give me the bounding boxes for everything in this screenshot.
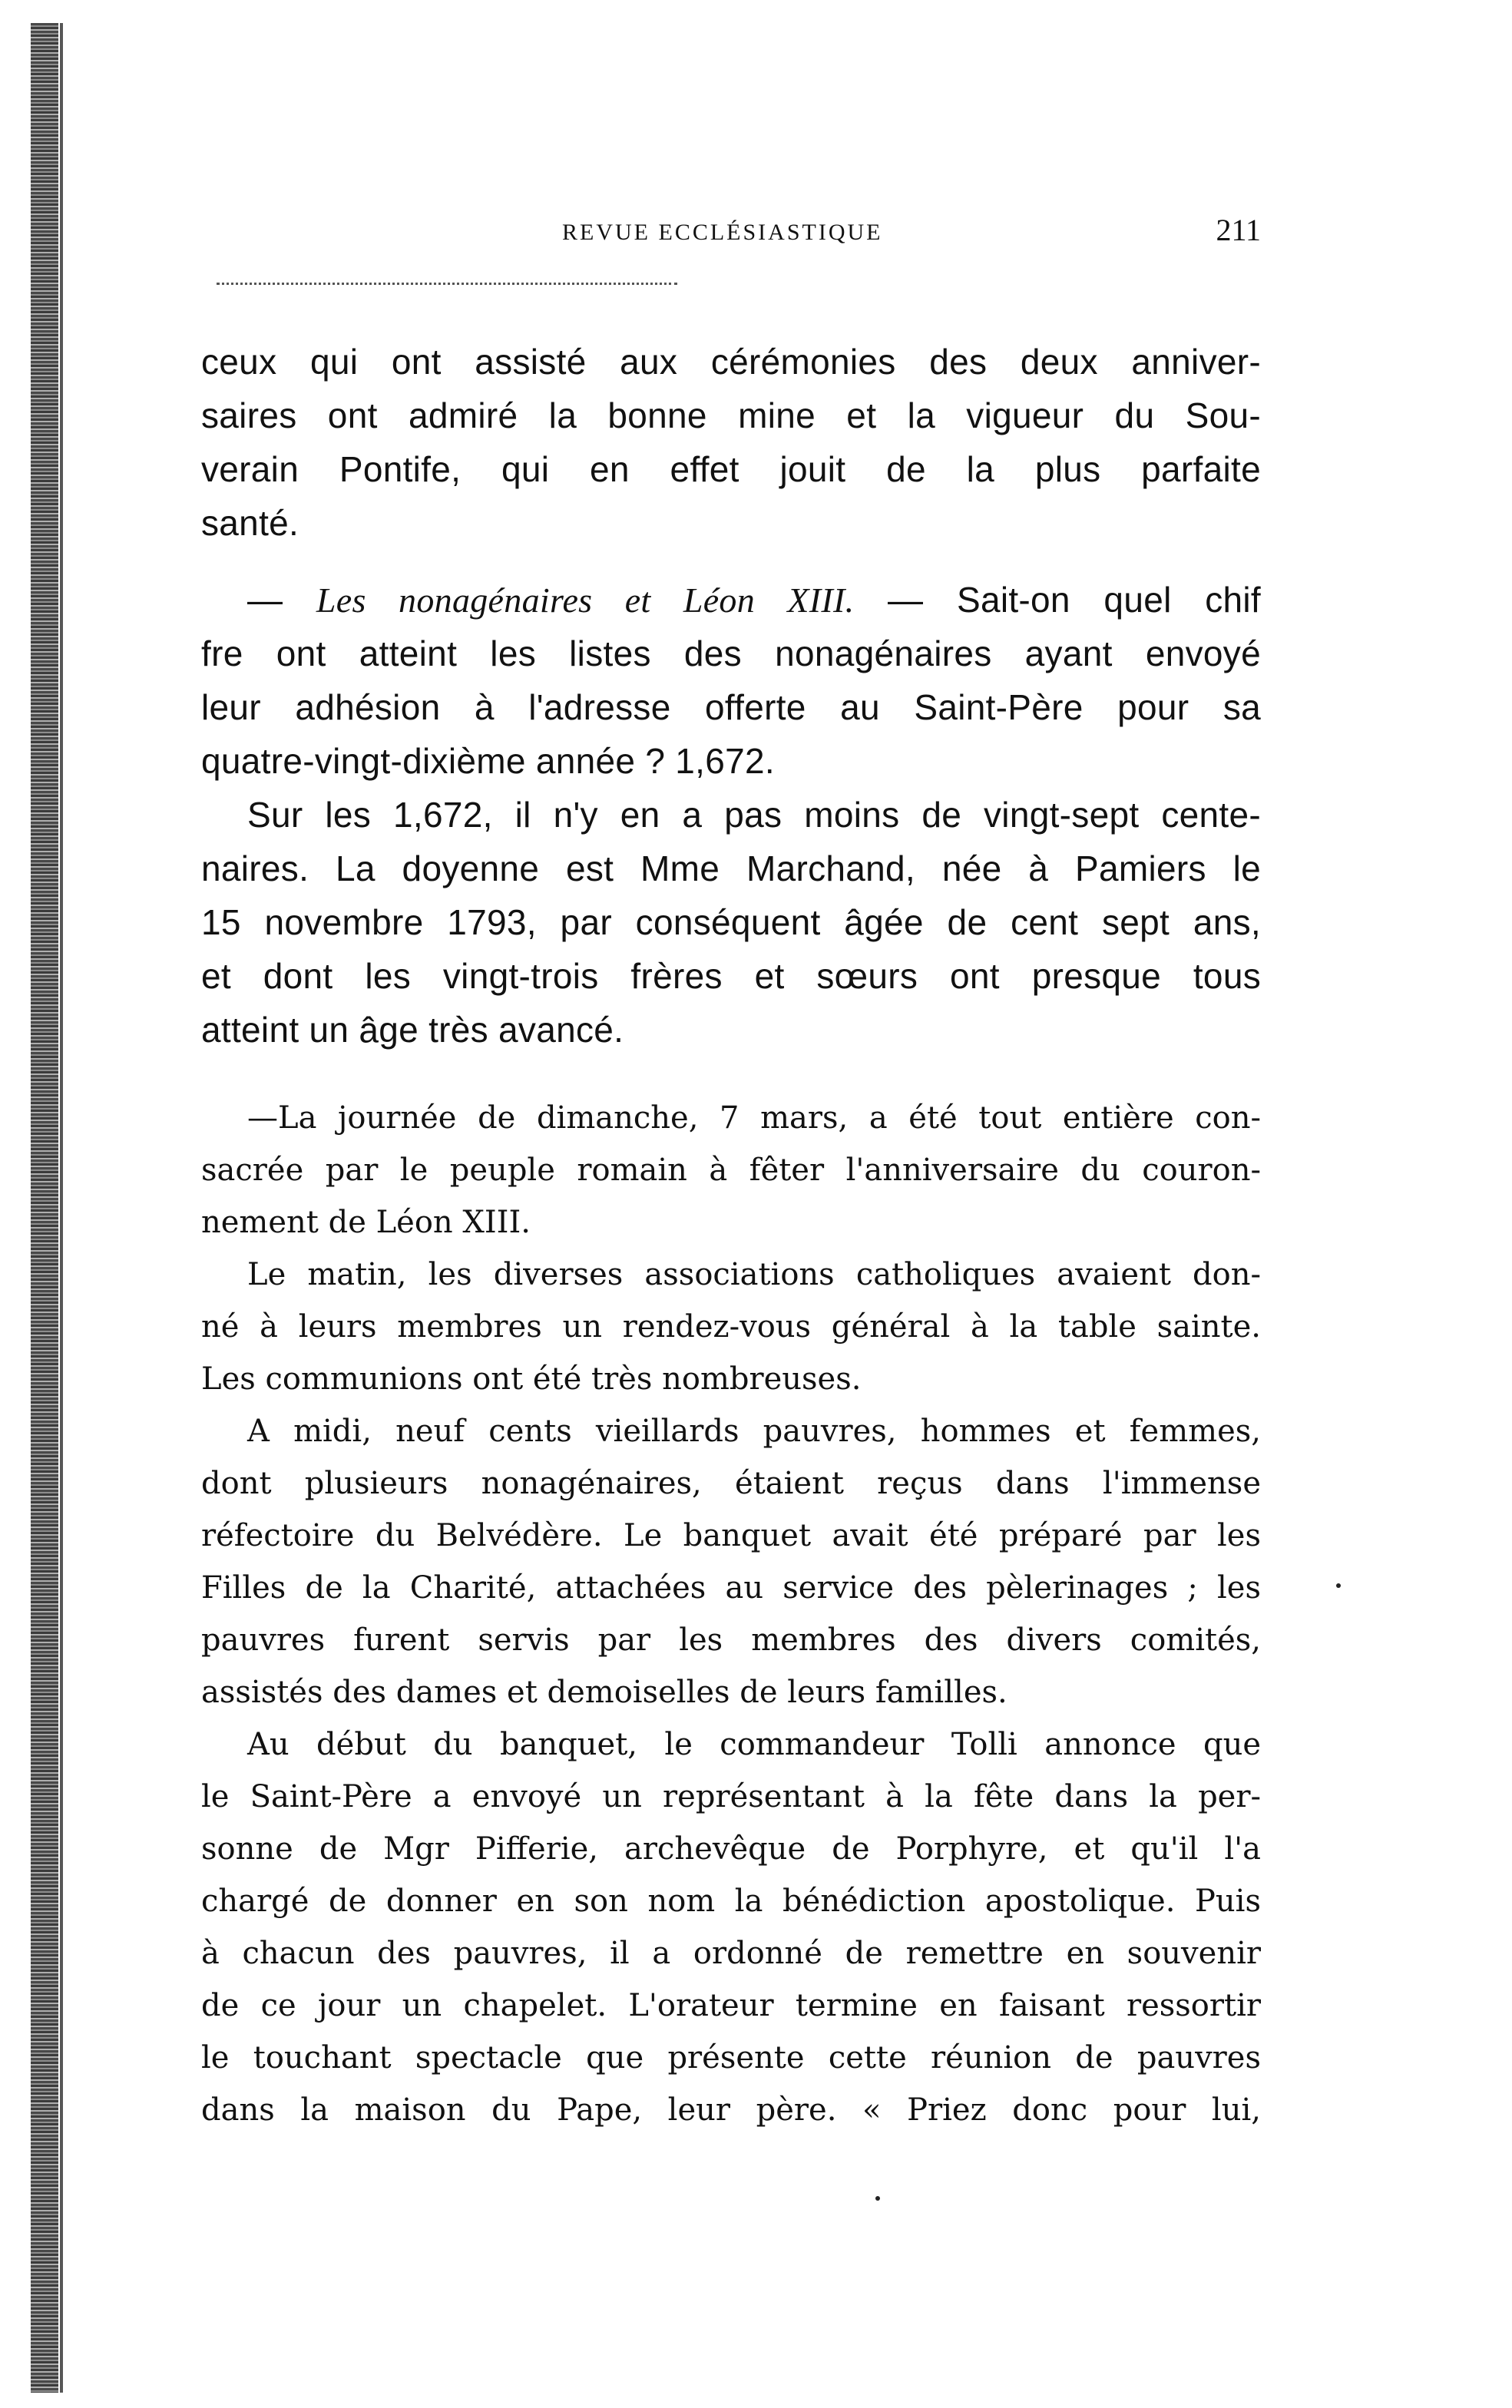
text-line: chargé de donner en son nom la bénédiction apostolique. Puis	[201, 1884, 1261, 1919]
text-line: le touchant spectacle que présente cette réunion de pauvres	[201, 2040, 1261, 2076]
paragraph	[201, 573, 1261, 788]
text-line: le Saint-Père a envoyé un représentant à la fête dans la per-	[201, 1779, 1261, 1814]
paragraph	[201, 788, 1261, 1057]
text-line: quatre-vingt-dixième année ? 1,672.	[201, 741, 775, 781]
text-line: à chacun des pauvres, il a ordonné de remettre en souvenir	[201, 1936, 1261, 1971]
text-line: et dont les vingt-trois frères et sœurs ont presque tous	[201, 956, 1261, 996]
stray-mark	[875, 2196, 880, 2201]
text-line: Filles de la Charité, attachées au service des pèlerinages ; les	[201, 1570, 1261, 1606]
paragraph	[201, 1718, 1261, 2136]
text-line: né à leurs membres un rendez-vous général à la table sainte.	[201, 1309, 1261, 1345]
text-line: santé.	[201, 503, 299, 543]
text-line: de ce jour un chapelet. L'orateur termine en faisant ressortir	[201, 1988, 1261, 2023]
text-line: Sur les 1,672, il n'y en a pas moins de vingt-sept cente-	[247, 795, 1261, 835]
text-line: sacrée par le peuple romain à fêter l'anniversaire du couron-	[201, 1153, 1261, 1188]
text-line: dont plusieurs nonagénaires, étaient reçus dans l'immense	[201, 1466, 1261, 1501]
text-line: —La journée de dimanche, 7 mars, a été tout entière con-	[247, 1100, 1261, 1136]
news-section	[201, 1092, 1261, 2136]
text-line: naires. La doyenne est Mme Marchand, née à Pamiers le	[201, 848, 1261, 888]
text-line: fre ont atteint les listes des nonagénaires ayant envoyé	[201, 633, 1261, 673]
binding-edge	[31, 23, 58, 2393]
text-run: — Sait-on quel chif	[854, 580, 1261, 620]
page	[201, 212, 1261, 2128]
text-line: A midi, neuf cents vieillards pauvres, hommes et femmes,	[247, 1414, 1261, 1449]
text-line-with-italic	[201, 573, 1261, 627]
em-dash: —	[247, 580, 316, 620]
text-line: verain Pontife, qui en effet jouit de la plus parfaite	[201, 449, 1261, 489]
running-head	[201, 212, 1261, 266]
text-line: sonne de Mgr Pifferie, archevêque de Porphyre, et qu'il l'a	[201, 1831, 1261, 1867]
page-body	[201, 335, 1261, 2136]
text-line: leur adhésion à l'adresse offerte au Saint-Père pour sa	[201, 687, 1261, 727]
paragraph	[201, 1249, 1261, 1405]
text-line: Le matin, les diverses associations catholiques avaient don-	[247, 1257, 1261, 1292]
text-line: atteint un âge très avancé.	[201, 1010, 624, 1050]
paragraph-gap	[201, 550, 1261, 573]
head-rule	[217, 283, 677, 285]
stray-mark	[1336, 1583, 1341, 1588]
text-line: nement de Léon XIII.	[201, 1205, 531, 1240]
text-line: saires ont admiré la bonne mine et la vigueur du Sou-	[201, 395, 1261, 435]
text-line: ceux qui ont assisté aux cérémonies des deux anniver-	[201, 342, 1261, 382]
paragraph	[201, 1405, 1261, 1718]
text-line: Les communions ont été très nombreuses.	[201, 1361, 862, 1397]
running-title: REVUE ECCLÉSIASTIQUE	[562, 220, 883, 245]
text-line: 15 novembre 1793, par conséquent âgée de cent sept ans,	[201, 902, 1261, 942]
paragraph	[201, 1092, 1261, 1249]
text-line: assistés des dames et demoiselles de leurs familles.	[201, 1675, 1007, 1710]
text-line: Au début du banquet, le commandeur Tolli annonce que	[247, 1727, 1261, 1762]
section-heading-italic: Les nonagénaires et Léon XIII.	[316, 580, 855, 620]
paragraph-gap	[201, 1057, 1261, 1092]
text-line: réfectoire du Belvédère. Le banquet avait été préparé par les	[201, 1518, 1261, 1553]
text-line: dans la maison du Pape, leur père. « Priez donc pour lui,	[201, 2092, 1261, 2128]
page-number: 211	[1216, 213, 1261, 247]
text-line: pauvres furent servis par les membres des divers comités,	[201, 1622, 1261, 1658]
paragraph	[201, 335, 1261, 550]
